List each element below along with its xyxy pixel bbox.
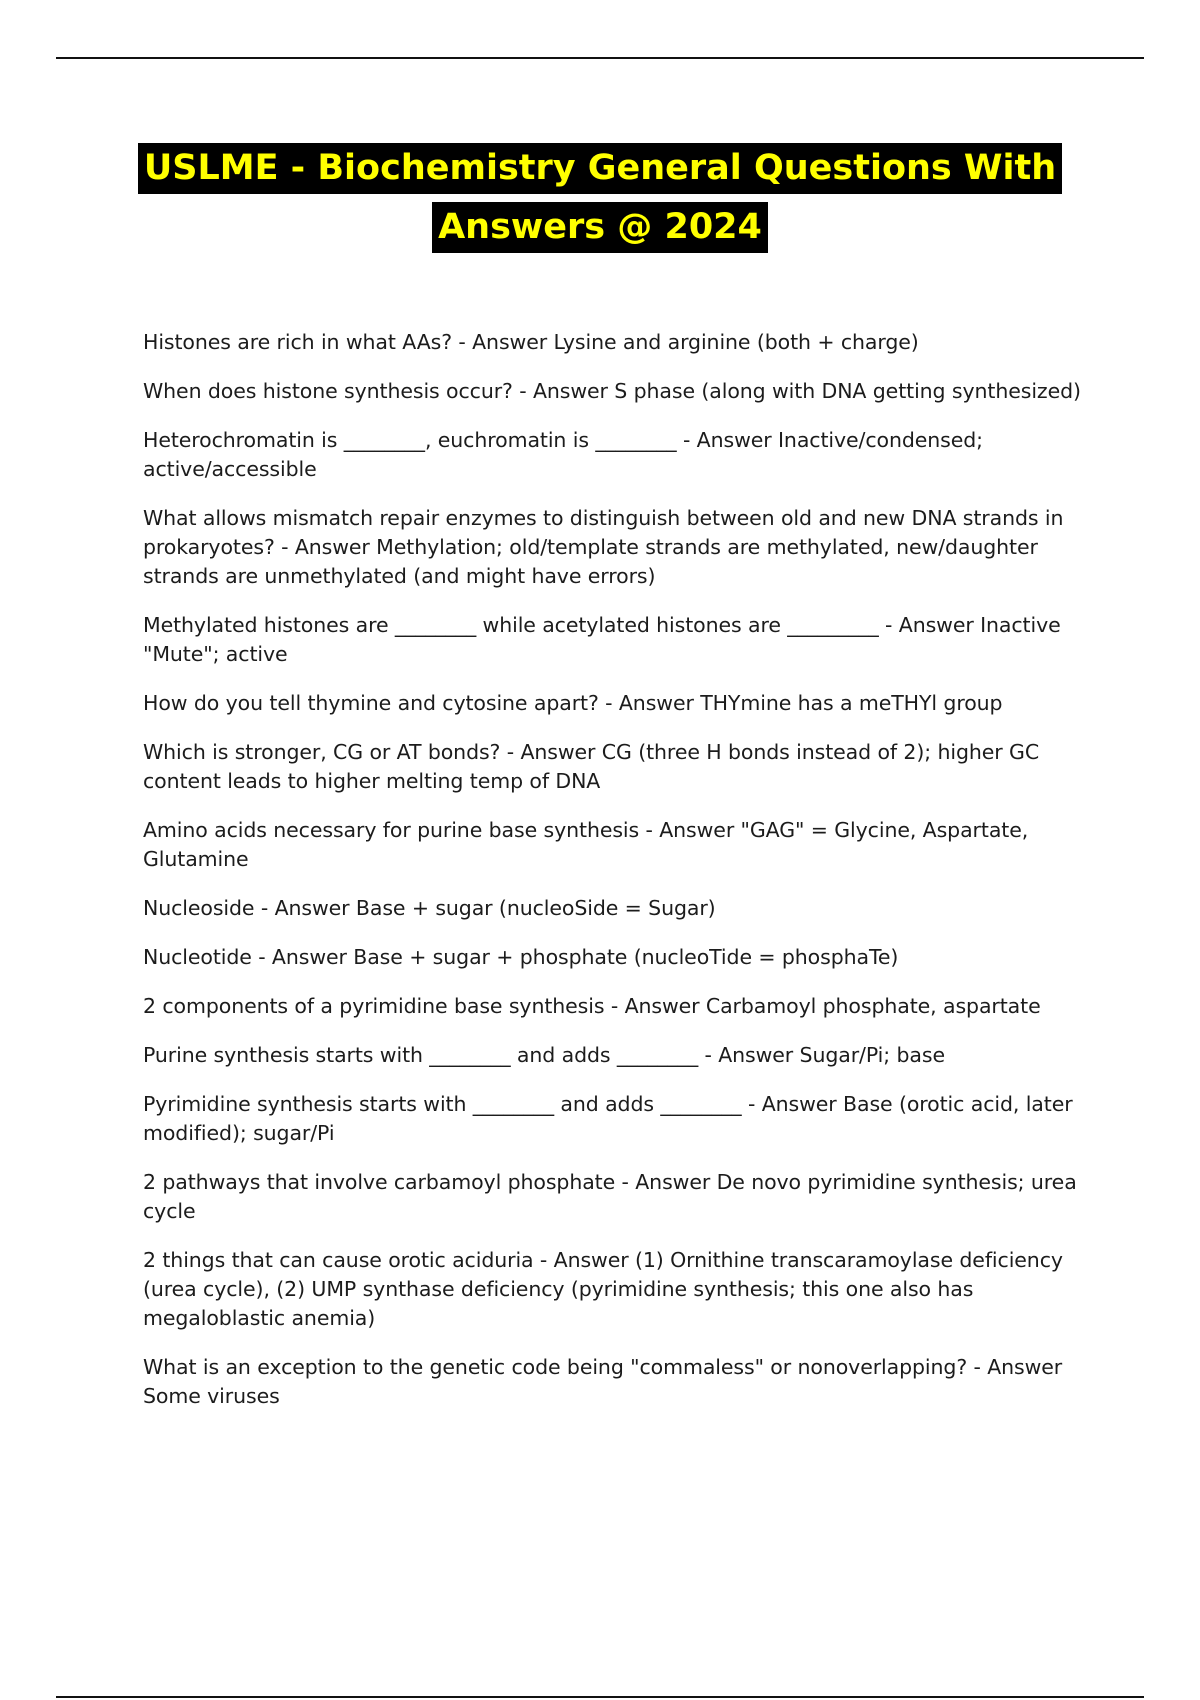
qa-item: Methylated histones are ________ while acetylated histones are _________ - Answer Inactive "Mute"; active: [143, 613, 1061, 666]
qa-item: What allows mismatch repair enzymes to distinguish between old and new DNA strands in prokaryotes? - Answer Methylation; old/template strands are methylated, new/daughter strands are unmethylated (and might have errors): [143, 506, 1064, 588]
qa-item: What is an exception to the genetic code being "commaless" or nonoverlapping? - Answer Some viruses: [143, 1355, 1063, 1408]
qa-item: Which is stronger, CG or AT bonds? - Answer CG (three H bonds instead of 2); higher GC content leads to higher melting temp of DNA: [143, 740, 1040, 793]
qa-item: Histones are rich in what AAs? - Answer Lysine and arginine (both + charge): [143, 330, 919, 354]
qa-item: Amino acids necessary for purine base synthesis - Answer "GAG" = Glycine, Aspartate, Glutamine: [143, 818, 1029, 871]
qa-item: 2 pathways that involve carbamoyl phosphate - Answer De novo pyrimidine synthesis; urea cycle: [143, 1170, 1077, 1223]
qa-item: When does histone synthesis occur? - Answer S phase (along with DNA getting synthesized): [143, 379, 1081, 403]
qa-item: Nucleoside - Answer Base + sugar (nucleoSide = Sugar): [143, 896, 716, 920]
qa-item: How do you tell thymine and cytosine apart? - Answer THYmine has a meTHYl group: [143, 691, 1003, 715]
header-rule: [56, 57, 1144, 59]
footer-rule: [56, 1696, 1144, 1698]
question-answer-list: [143, 328, 1093, 1431]
title-line-2: Answers @ 2024: [432, 202, 768, 253]
document-title: [0, 143, 1200, 253]
qa-item: 2 things that can cause orotic aciduria - Answer (1) Ornithine transcaramoylase deficiency (urea cycle), (2) UMP synthase deficiency (pyrimidine synthesis; this one also has megaloblastic anemia): [143, 1248, 1063, 1330]
qa-item: Heterochromatin is ________, euchromatin is ________ - Answer Inactive/condensed; active/accessible: [143, 428, 983, 481]
title-line-1: USLME - Biochemistry General Questions With: [138, 143, 1062, 194]
qa-item: 2 components of a pyrimidine base synthesis - Answer Carbamoyl phosphate, aspartate: [143, 994, 1041, 1018]
qa-item: Pyrimidine synthesis starts with ________ and adds ________ - Answer Base (orotic acid, later modified); sugar/Pi: [143, 1092, 1073, 1145]
qa-item: Purine synthesis starts with ________ and adds ________ - Answer Sugar/Pi; base: [143, 1043, 945, 1067]
qa-item: Nucleotide - Answer Base + sugar + phosphate (nucleoTide = phosphaTe): [143, 945, 899, 969]
